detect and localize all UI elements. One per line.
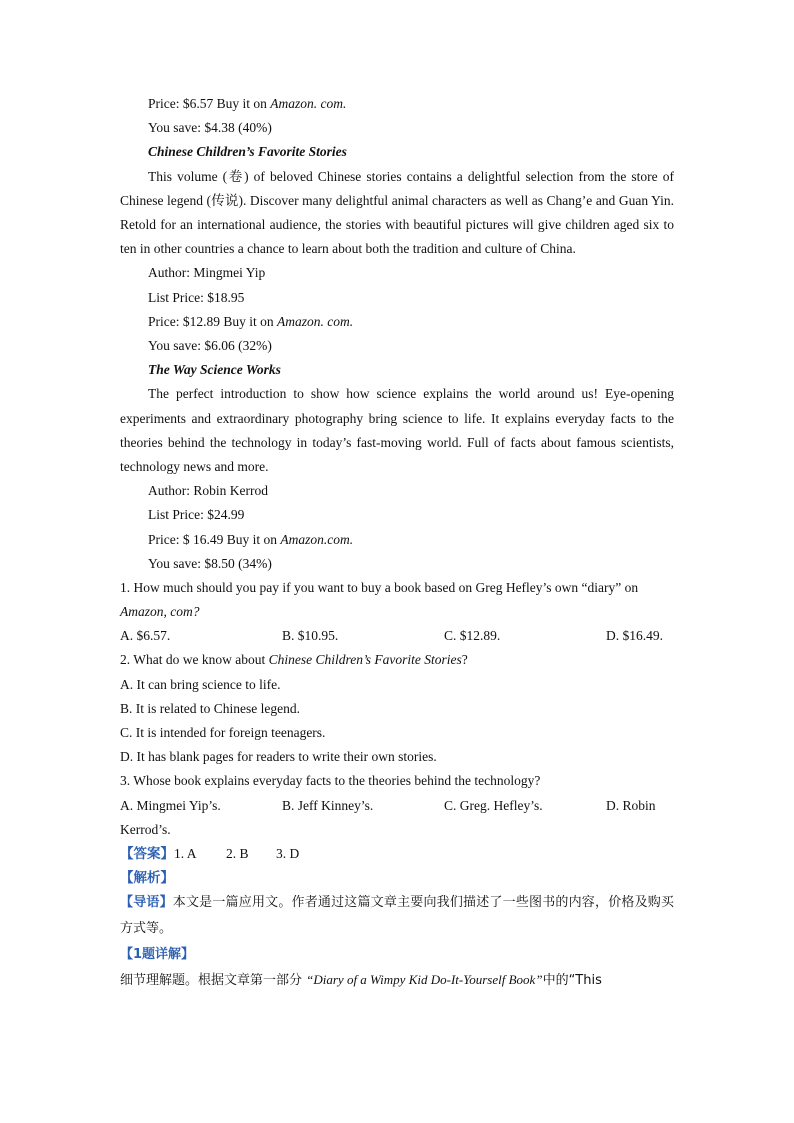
question-2-stem <box>120 648 674 672</box>
intro-text: 本文是一篇应用文。作者通过这篇文章主要向我们描述了一些图书的内容，价格及购买方式等。 <box>120 895 674 937</box>
analysis-intro <box>120 890 674 942</box>
detail-1-suffix: 中的“This <box>542 972 602 988</box>
question-3-stem: 3. Whose book explains everyday facts to the theories behind the technology? <box>120 773 541 789</box>
book2-price: Price: $12.89 Buy it on <box>148 313 277 329</box>
detail-1-title: “Diary of a Wimpy Kid Do-It-Yourself Book” <box>306 971 543 987</box>
book2-price-line <box>120 310 674 334</box>
q1-option-a: A. $6.57. <box>120 628 171 644</box>
q2-option-d: D. It has blank pages for readers to write their own stories. <box>120 749 437 765</box>
q2-option-c: C. It is intended for foreign teenagers. <box>120 725 326 741</box>
book3-list-price: List Price: $24.99 <box>148 507 245 523</box>
q1-option-b: B. $10.95. <box>282 628 339 644</box>
q1-option-d: D. $16.49. <box>606 628 663 644</box>
book2-description: This volume (卷) of beloved Chinese stories contains a delightful selection from the store of Chinese legend (传说). Discover many delightful animal characters as well as Chang’e and Guan Yin. Retold for an international audience, the stories with beautiful pictures will give children aged six to ten in other countries a chance to learn about both the tradition and culture of China. <box>120 168 674 257</box>
question-1-options <box>120 624 674 648</box>
q2-stem-title: Chinese Children’s Favorite Stories <box>268 652 462 668</box>
book3-price: Price: $ 16.49 Buy it on <box>148 531 281 547</box>
q3-option-d-cont: Kerrod’s. <box>120 821 171 837</box>
book2-list-price: List Price: $18.95 <box>148 289 245 305</box>
q3-option-b: B. Jeff Kinney’s. <box>282 797 374 813</box>
book2-price-site: Amazon. com. <box>277 313 354 329</box>
book3-title: The Way Science Works <box>148 362 281 378</box>
q2-stem-prefix: 2. What do we know about <box>120 652 269 668</box>
book2-save: You save: $6.06 (32%) <box>148 337 272 353</box>
book1-price-line <box>120 92 674 116</box>
book3-description: The perfect introduction to show how science explains the world around us! Eye-opening experiments and extraordinary photography bring science to life. It explains everyday facts to the theories behind the technology in today’s fast-moving world. Full of facts about famous scientists, technology news and more. <box>120 386 674 474</box>
q1-option-c: C. $12.89. <box>444 628 501 644</box>
q2-option-a: A. It can bring science to life. <box>120 676 281 692</box>
detail-1-text <box>120 967 674 991</box>
book3-price-line <box>120 528 674 552</box>
book2-author: Author: Mingmei Yip <box>148 265 266 281</box>
question-1-stem-cont: Amazon, com? <box>120 604 200 620</box>
book3-price-site: Amazon.com. <box>280 531 354 547</box>
detail-1-prefix: 细节理解题。根据文章第一部分 <box>120 972 307 988</box>
intro-label: 【导语】 <box>120 895 173 911</box>
q3-option-d: D. Robin <box>606 797 656 813</box>
answer-line <box>120 842 674 866</box>
document-body <box>120 92 674 991</box>
book3-author: Author: Robin Kerrod <box>148 483 268 499</box>
analysis-label: 【解析】 <box>120 870 174 887</box>
question-1-stem: 1. How much should you pay if you want to buy a book based on Greg Hefley’s own “diary” on <box>120 579 639 595</box>
q3-option-c: C. Greg. Hefley’s. <box>444 797 543 813</box>
book3-save: You save: $8.50 (34%) <box>148 555 272 571</box>
detail-1-label: 【1题详解】 <box>120 947 195 963</box>
book1-price: Price: $6.57 Buy it on <box>148 96 271 111</box>
q2-stem-suffix: ? <box>461 652 468 668</box>
answer-3: 3. D <box>276 845 300 861</box>
book1-save: You save: $4.38 (40%) <box>148 120 272 136</box>
q3-option-a: A. Mingmei Yip’s. <box>120 797 221 813</box>
answer-1: 1. A <box>174 845 197 861</box>
answer-2: 2. B <box>226 845 249 861</box>
question-3-options <box>120 794 674 818</box>
answer-label: 【答案】 <box>120 845 174 862</box>
book2-title: Chinese Children’s Favorite Stories <box>148 144 347 160</box>
book1-price-site: Amazon. com. <box>270 96 347 111</box>
q2-option-b: B. It is related to Chinese legend. <box>120 700 300 716</box>
